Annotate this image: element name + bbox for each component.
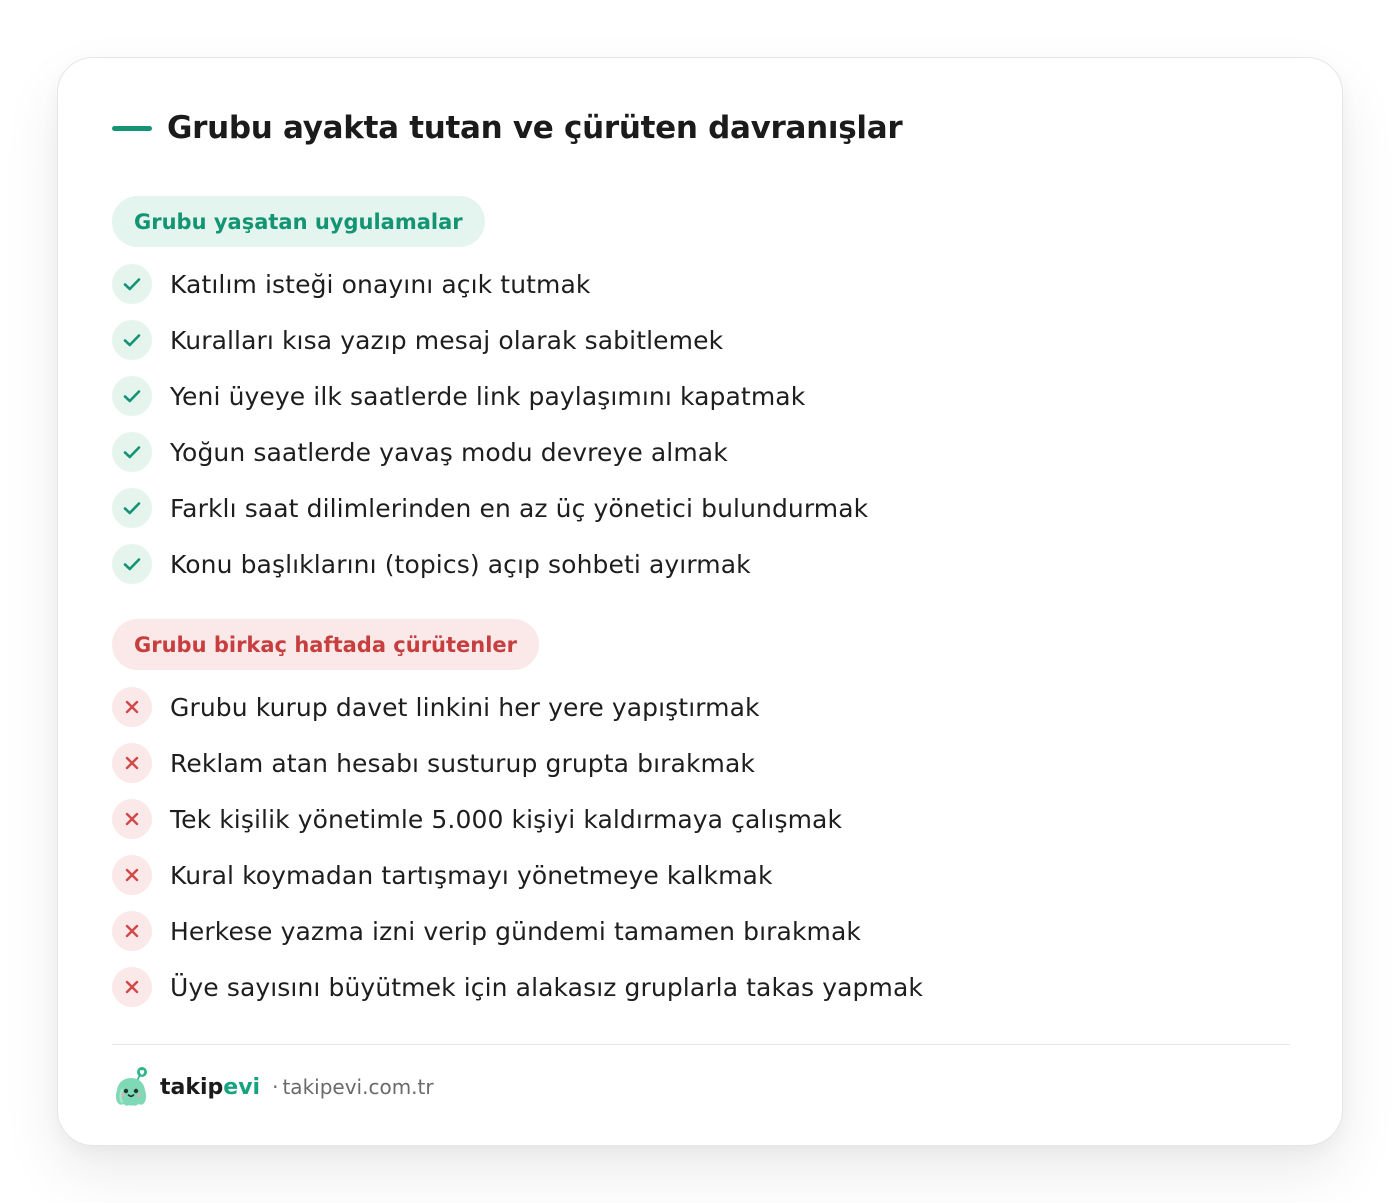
cross-icon: [112, 911, 152, 951]
check-icon: [112, 488, 152, 528]
brand-main: takip: [160, 1074, 224, 1100]
list-item-text: Üye sayısını büyütmek için alakasız gruplarla takas yapmak: [170, 972, 923, 1002]
list-item-text: Yoğun saatlerde yavaş modu devreye almak: [170, 437, 728, 467]
list-item: [112, 432, 868, 472]
cross-icon: [112, 967, 152, 1007]
list-item: [112, 911, 923, 951]
check-icon: [112, 264, 152, 304]
list-item: [112, 799, 923, 839]
footer: [112, 1066, 434, 1108]
behaviors-card: [57, 57, 1343, 1146]
list-item: [112, 264, 868, 304]
check-icon: [112, 544, 152, 584]
list-item-text: Tek kişilik yönetimle 5.000 kişiyi kaldırmaya çalışmak: [170, 804, 843, 834]
list-item-text: Kuralları kısa yazıp mesaj olarak sabitlemek: [170, 325, 724, 355]
brand-wordmark: [160, 1075, 260, 1100]
list-item-text: Reklam atan hesabı susturup grupta bırakmak: [170, 748, 755, 778]
list-item-text: Konu başlıklarını (topics) açıp sohbeti ayırmak: [170, 549, 751, 579]
list-item: [112, 743, 923, 783]
cross-icon: [112, 743, 152, 783]
title-accent-dash: [112, 126, 152, 131]
footer-separator: ·: [272, 1075, 279, 1099]
list-item: [112, 544, 868, 584]
list-item: [112, 320, 868, 360]
good-practices-list: [112, 264, 868, 600]
check-icon: [112, 432, 152, 472]
good-practices-heading: Grubu yaşatan uygulamalar: [112, 196, 485, 247]
check-icon: [112, 376, 152, 416]
list-item: [112, 376, 868, 416]
brand-accent: evi: [223, 1074, 261, 1100]
cross-icon: [112, 687, 152, 727]
footer-divider: [112, 1044, 1290, 1045]
site-url: takipevi.com.tr: [282, 1075, 434, 1099]
list-item-text: Yeni üyeye ilk saatlerde link paylaşımını kapatmak: [170, 381, 806, 411]
cross-icon: [112, 855, 152, 895]
list-item-text: Grubu kurup davet linkini her yere yapıştırmak: [170, 692, 760, 722]
list-item: [112, 967, 923, 1007]
cross-icon: [112, 799, 152, 839]
page-title: Grubu ayakta tutan ve çürüten davranışlar: [167, 110, 903, 146]
list-item: [112, 488, 868, 528]
list-item-text: Kural koymadan tartışmayı yönetmeye kalkmak: [170, 860, 773, 890]
title-row: [112, 106, 902, 150]
check-icon: [112, 320, 152, 360]
mascot-logo-icon: [112, 1066, 150, 1108]
list-item-text: Farklı saat dilimlerinden en az üç yönetici bulundurmak: [170, 493, 869, 523]
bad-practices-heading: Grubu birkaç haftada çürütenler: [112, 619, 539, 670]
list-item-text: Katılım isteği onayını açık tutmak: [170, 269, 591, 299]
list-item: [112, 687, 923, 727]
list-item: [112, 855, 923, 895]
bad-practices-list: [112, 687, 923, 1023]
list-item-text: Herkese yazma izni verip gündemi tamamen bırakmak: [170, 916, 861, 946]
